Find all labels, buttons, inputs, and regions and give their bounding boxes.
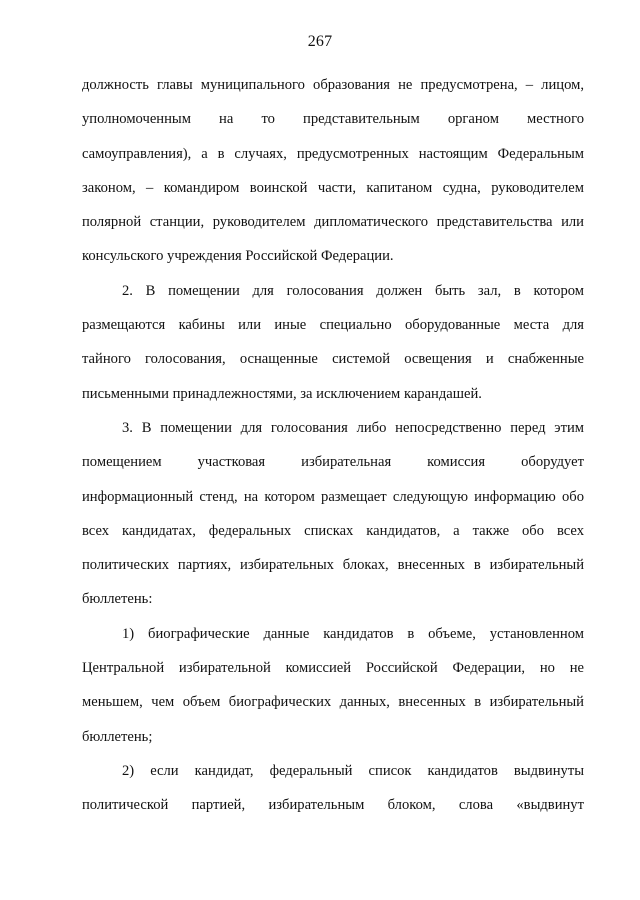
paragraph-subitem-2 bbox=[82, 754, 584, 823]
text-line: 2) если кандидат, федеральный список кандидатов выдвинуты bbox=[122, 762, 584, 779]
text-line: 2. В помещении для голосования должен быть зал, в котором bbox=[122, 282, 584, 299]
text-line: 3. В помещении для голосования либо непосредственно перед этим bbox=[122, 419, 584, 436]
text-line: политической партией, избирательным блоком, слова «выдвинут bbox=[82, 797, 584, 814]
text-line: 1) биографические данные кандидатов в объеме, установленном bbox=[122, 625, 584, 642]
text-line: законом, – командиром воинской части, капитаном судна, руководителем bbox=[82, 179, 584, 196]
paragraph-subitem-1 bbox=[82, 617, 584, 754]
text-line: самоуправления), а в случаях, предусмотренных настоящим Федеральным bbox=[82, 145, 584, 162]
text-line: полярной станции, руководителем дипломатического представительства или bbox=[82, 214, 584, 231]
text-line: консульского учреждения Российской Федерации. bbox=[82, 248, 394, 265]
paragraph-item-2 bbox=[82, 274, 584, 411]
text-line: помещением участковая избирательная комиссия оборудует bbox=[82, 454, 584, 471]
text-line: уполномоченным на то представительным органом местного bbox=[82, 111, 584, 128]
text-line: политических партиях, избирательных блоках, внесенных в избирательный bbox=[82, 557, 584, 574]
document-body bbox=[82, 68, 584, 823]
text-line: информационный стенд, на котором размещает следующую информацию обо bbox=[82, 488, 584, 505]
text-line: бюллетень: bbox=[82, 591, 153, 608]
text-line: всех кандидатах, федеральных списках кандидатов, а также обо всех bbox=[82, 522, 584, 539]
text-line: письменными принадлежностями, за исключением карандашей. bbox=[82, 385, 482, 402]
text-line: меньшем, чем объем биографических данных, внесенных в избирательный bbox=[82, 694, 584, 711]
page-number: 267 bbox=[307, 33, 333, 50]
text-line: Центральной избирательной комиссией Российской Федерации, но не bbox=[82, 660, 584, 677]
text-line: размещаются кабины или иные специально оборудованные места для bbox=[82, 317, 584, 334]
text-line: бюллетень; bbox=[82, 728, 153, 745]
paragraph-continuation bbox=[82, 68, 584, 274]
text-line: должность главы муниципального образования не предусмотрена, – лицом, bbox=[82, 77, 584, 93]
text-line: тайного голосования, оснащенные системой освещения и снабженные bbox=[82, 351, 584, 368]
paragraph-item-3 bbox=[82, 411, 584, 617]
